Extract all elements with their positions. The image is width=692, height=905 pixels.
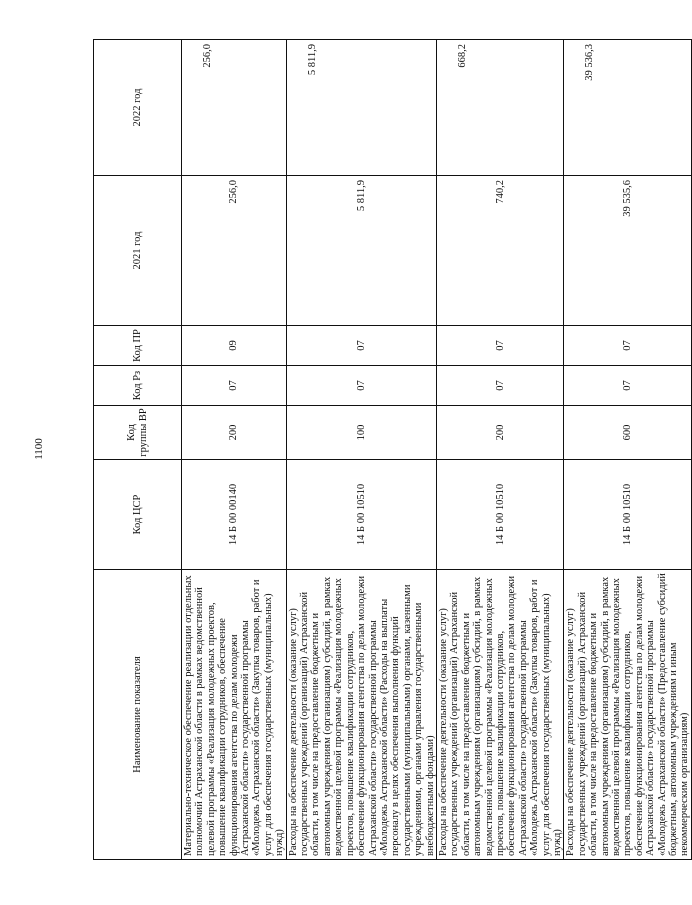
cell-pr: 07: [564, 326, 691, 366]
header-name: Наименование показателя: [94, 570, 182, 860]
header-pr: Код ПР: [94, 326, 182, 366]
header-vr: Код группы ВР: [94, 406, 182, 460]
budget-table: [93, 39, 692, 860]
cell-rz: 07: [436, 366, 563, 406]
cell-2021: 740,2: [436, 176, 563, 326]
rotated-table-container: [93, 40, 691, 860]
cell-vr: 200: [436, 406, 563, 460]
cell-pr: 07: [436, 326, 563, 366]
header-2022: 2022 год: [94, 40, 182, 176]
cell-2022: 5 811,9: [286, 40, 436, 176]
table-row: [564, 40, 691, 860]
cell-rz: 07: [564, 366, 691, 406]
cell-2021: 256,0: [182, 176, 287, 326]
cell-2021: 39 535,6: [564, 176, 691, 326]
cell-2021: 5 811,9: [286, 176, 436, 326]
cell-csr: 14 Б 00 00140: [182, 460, 287, 570]
cell-csr: 14 Б 00 10510: [436, 460, 563, 570]
cell-pr: 07: [286, 326, 436, 366]
header-rz: Код Рз: [94, 366, 182, 406]
cell-2022: 256,0: [182, 40, 287, 176]
cell-2022: 39 536,3: [564, 40, 691, 176]
cell-2022: 668,2: [436, 40, 563, 176]
cell-rz: 07: [182, 366, 287, 406]
cell-pr: 09: [182, 326, 287, 366]
table-row: [286, 40, 436, 860]
table-header-row: [94, 40, 182, 860]
table-row: [182, 40, 287, 860]
cell-csr: 14 Б 00 10510: [564, 460, 691, 570]
cell-vr: 100: [286, 406, 436, 460]
cell-name: Материально-техническое обеспечение реализации отдельных полномочий Астраханской области в рамках ведомственной целевой программы «Реализация молодежных проектов, повышение квалификации сотрудников, обеспечение функционирования агентства по делам молодежи Астраханской области» государственной программы «Молодежь Астраханской области» (Закупка товаров, работ и услуг для обеспечения государственных (муниципальных) нужд): [182, 570, 287, 860]
header-2021: 2021 год: [94, 176, 182, 326]
cell-name: Расходы на обеспечение деятельности (оказание услуг) государственных учреждений (организаций) Астраханской области, в том числе на предоставление бюджетным и автономным учреждениям (организациям) субсидий, в рамках ведомственной целевой программы «Реализация молодежных проектов, повышение квалификации сотрудников, обеспечение функционирования агентства по делам молодежи Астраханской области» государственной программы «Молодежь Астраханской области» (Закупка товаров, работ и услуг для обеспечения государственных (муниципальных) нужд): [436, 570, 563, 860]
cell-name: Расходы на обеспечение деятельности (оказание услуг) государственных учреждений (организаций) Астраханской области, в том числе на предоставление бюджетным и автономным учреждениям (организациям) субсидий, в рамках ведомственной целевой программы «Реализация молодежных проектов, повышение квалификации сотрудников, обеспечение функционирования агентства по делам молодежи Астраханской области» государственной программы «Молодежь Астраханской области» (Расходы на выплаты персоналу в целях обеспечения выполнения функций государственными (муниципальными) органами, казенными учреждениями, органами управления государственными внебюджетными фондами): [286, 570, 436, 860]
header-csr: Код ЦСР: [94, 460, 182, 570]
table-row: [436, 40, 563, 860]
cell-rz: 07: [286, 366, 436, 406]
page-number: 1100: [32, 438, 45, 460]
cell-vr: 200: [182, 406, 287, 460]
cell-vr: 600: [564, 406, 691, 460]
cell-name: Расходы на обеспечение деятельности (оказание услуг) государственных учреждений (организаций) Астраханской области, в том числе на предоставление бюджетным и автономным учреждениям (организациям) субсидий, в рамках ведомственной целевой программы «Реализация молодежных проектов, повышение квалификации сотрудников, обеспечение функционирования агентства по делам молодежи Астраханской области» государственной программы «Молодежь Астраханской области» (Предоставление субсидий бюджетным, автономным учреждениям и иным некоммерческим организациям): [564, 570, 691, 860]
cell-csr: 14 Б 00 10510: [286, 460, 436, 570]
